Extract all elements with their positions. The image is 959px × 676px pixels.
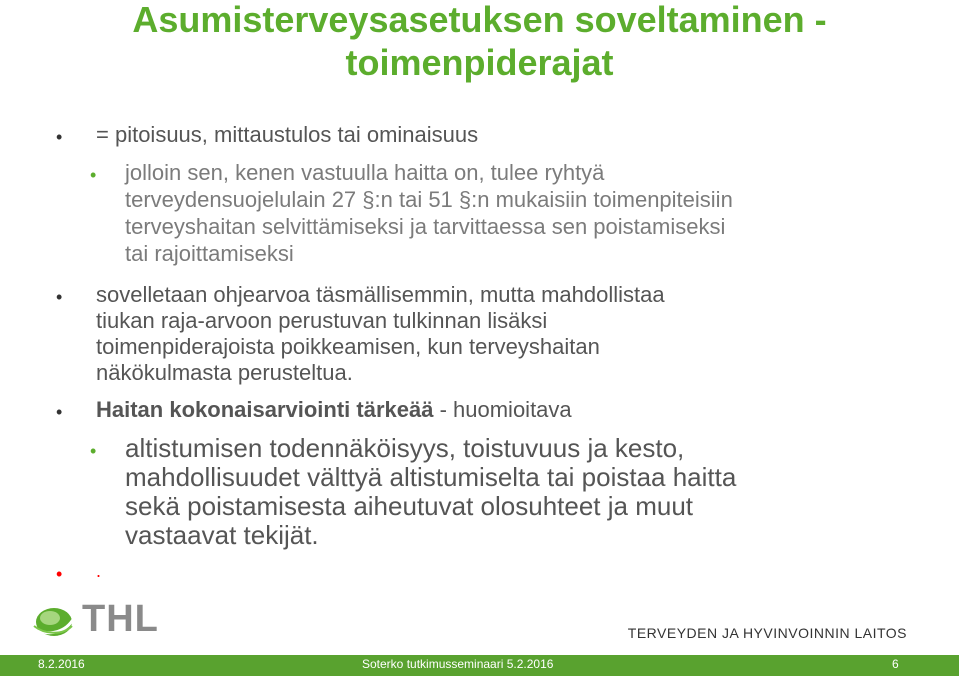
bullet-icon: • bbox=[56, 287, 63, 307]
sub-bullet-icon: • bbox=[90, 165, 97, 185]
slide-title-line2: toimenpiderajat bbox=[345, 42, 614, 83]
footer-page-number: 6 bbox=[892, 657, 899, 671]
sub-bullet-3-line4: vastaavat tekijät. bbox=[125, 520, 319, 550]
slide-title-line1: Asumisterveysasetuksen soveltaminen - bbox=[132, 0, 827, 40]
bullet-icon: • bbox=[56, 127, 63, 147]
bullet-3-rest: - huomioitava bbox=[433, 397, 572, 422]
bullet-3-text bbox=[96, 396, 572, 423]
bullet-2-line2: tiukan raja-arvoon perustuvan tulkinnan lisäksi bbox=[96, 308, 548, 333]
sub-bullet-3-line2: mahdollisuudet välttyä altistumiselta tai poistaa haitta bbox=[125, 462, 737, 492]
bullet-1-text: = pitoisuus, mittaustulos tai ominaisuus bbox=[96, 122, 479, 147]
sub-bullet-1-line1: jolloin sen, kenen vastuulla haitta on, tulee ryhtyä bbox=[125, 160, 605, 185]
footer-bar bbox=[0, 655, 959, 676]
bullet-4-text: . bbox=[96, 561, 102, 581]
footer-event: Soterko tutkimusseminaari 5.2.2016 bbox=[362, 657, 554, 671]
bullet-3-bold: Haitan kokonaisarviointi tärkeää bbox=[96, 397, 434, 422]
bullet-icon: • bbox=[56, 564, 63, 584]
sub-bullet-1-line3: terveyshaitan selvittämiseksi ja tarvittaessa sen poistamiseksi bbox=[125, 214, 726, 239]
institution-name: TERVEYDEN JA HYVINVOINNIN LAITOS bbox=[627, 625, 907, 641]
sub-bullet-3-line3: sekä poistamisesta aiheutuvat olosuhteet ja muut bbox=[125, 491, 694, 521]
bullet-2-line3: toimenpiderajoista poikkeamisen, kun terveyshaitan bbox=[96, 334, 600, 359]
bullet-2-line1: sovelletaan ohjearvoa täsmällisemmin, mutta mahdollistaa bbox=[96, 282, 665, 307]
bullet-icon: • bbox=[56, 402, 63, 422]
bullet-2-line4: näkökulmasta perusteltua. bbox=[96, 360, 353, 385]
footer-date: 8.2.2016 bbox=[38, 657, 85, 671]
sub-bullet-3-line1: altistumisen todennäköisyys, toistuvuus ja kesto, bbox=[125, 433, 685, 463]
sub-bullet-1-line2: terveydensuojelulain 27 §:n tai 51 §:n mukaisiin toimenpiteisiin bbox=[125, 187, 733, 212]
sub-bullet-1-line4: tai rajoittamiseksi bbox=[125, 241, 294, 266]
thl-logo-text: THL bbox=[82, 598, 159, 640]
sub-bullet-icon: • bbox=[90, 441, 97, 461]
